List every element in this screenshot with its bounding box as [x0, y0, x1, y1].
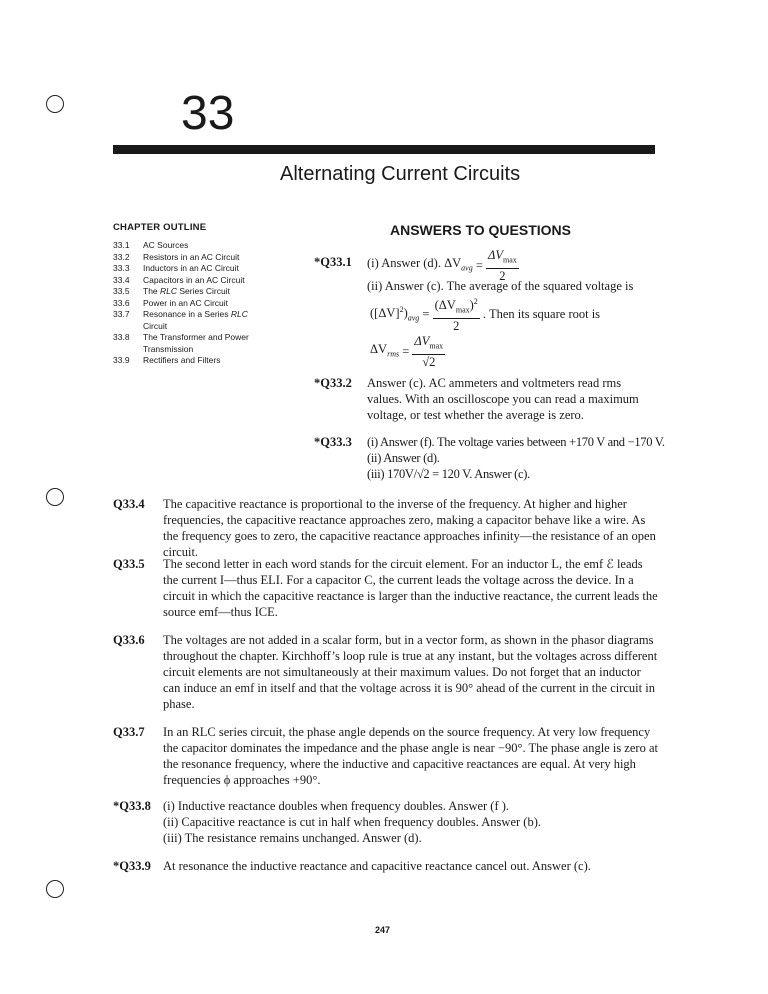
question-block	[113, 632, 658, 712]
binder-hole-middle	[46, 488, 64, 506]
chapter-title: Alternating Current Circuits	[280, 163, 521, 185]
outline-item-title: Capacitors in an AC Circuit	[143, 274, 245, 285]
chapter-outline	[113, 240, 273, 367]
outline-item-title: Rectifiers and Filters	[143, 355, 221, 365]
answers-heading: ANSWERS TO QUESTIONS	[390, 222, 571, 238]
outline-item-number: 33.2	[113, 251, 130, 262]
question-answer: The capacitive reactance is proportional to the inverse of the frequency. At higher and higher frequencies, the capacitive reactance approaches zero, making a capacitor behave like a wire. As the frequency goes to zero, the capacitive reactance approaches infinity—the resistance of an open circuit.	[163, 497, 656, 559]
chapter-rule	[113, 145, 655, 154]
q1-part-ii: (ii) Answer (c). The average of the squared voltage is	[367, 279, 634, 293]
outline-item	[113, 275, 273, 287]
outline-item-number: 33.7	[113, 309, 130, 319]
outline-item-number: 33.4	[113, 274, 130, 285]
outline-item	[113, 252, 273, 264]
fraction: $\frac{\Delta V_{max}}{2}$	[488, 248, 517, 283]
question-block	[113, 798, 658, 846]
outline-item-title: The RLC Series Circuit	[143, 286, 230, 296]
outline-item	[113, 298, 273, 310]
question-label: *Q33.1	[314, 255, 352, 269]
outline-item-number: 33.8	[113, 332, 130, 342]
question-label: Q33.4	[113, 497, 145, 511]
fraction: $\frac{\Delta V_{max}}{√2}$	[414, 334, 444, 369]
outline-item-title: The Transformer and Power Transmission	[143, 332, 249, 354]
question-block	[113, 496, 658, 560]
question-answer: At resonance the inductive reactance and capacitive reactance cancel out. Answer (c).	[163, 859, 591, 873]
question-block	[113, 724, 658, 788]
question-label: *Q33.8	[113, 799, 151, 813]
question-label: *Q33.9	[113, 859, 151, 873]
question-label: Q33.5	[113, 557, 145, 571]
outline-item-title: Inductors in an AC Circuit	[143, 263, 239, 273]
outline-item	[113, 309, 273, 332]
question-block	[113, 556, 658, 620]
outline-item-number: 33.5	[113, 286, 130, 296]
q1-rms-eq: $\Delta V_{rms}$ = $\frac{\Delta V_{max}}{√2}$	[370, 334, 444, 369]
outline-item-title: Power in an AC Circuit	[143, 297, 229, 308]
question-answer: In an RLC series circuit, the phase angle depends on the source frequency. At very low frequency the capacitor dominates the impedance and the phase angle is near −90°. The phase angle is zero at the resonance frequency, where the inductive and capacitive reactances are equal. At very high frequencies ϕ approaches +90°.	[163, 725, 658, 787]
question-label: Q33.7	[113, 725, 145, 739]
question-label: *Q33.3	[314, 435, 352, 449]
outline-item-number: 33.9	[113, 355, 130, 365]
outline-item-number: 33.1	[113, 240, 130, 250]
question-answer: The second letter in each word stands for the circuit element. For an inductor L, the emf ℰ leads the current I—thus ELI. For a capacitor C, the current leads the voltage across the device. In a circuit in which the capacitive reactance is larger than the inductive reactance, the current leads the source emf—thus ICE.	[163, 557, 658, 619]
outline-item	[113, 240, 273, 252]
question-label: *Q33.2	[314, 376, 352, 390]
q1-squared-eq: $([\Delta V]^2)_{avg}$ = $\frac{(\Delta V_{max})^2}{2}$ . Then its square root is	[370, 297, 601, 333]
question-label: Q33.6	[113, 633, 145, 647]
outline-item-title: Resistors in an AC Circuit	[143, 251, 240, 262]
binder-hole-top	[46, 95, 64, 113]
outline-item	[113, 286, 273, 298]
question-block	[113, 858, 658, 874]
page-number: 247	[375, 925, 391, 935]
q1-part-i: (i) Answer (d). $\Delta V_{avg}$ = $\frac{\Delta V_{max}}{2}$	[367, 248, 517, 283]
outline-item-number: 33.3	[113, 263, 130, 273]
question-answer: (i) Inductive reactance doubles when frequency doubles. Answer (f ). (ii) Capacitive reactance is cut in half when frequency doubles. Answer (b). (iii) The resistance remains unchanged. Answer (d).	[163, 799, 541, 845]
outline-item	[113, 355, 273, 367]
outline-item	[113, 332, 273, 355]
outline-heading: CHAPTER OUTLINE	[113, 222, 207, 233]
fraction: $\frac{(\Delta V_{max})^2}{2}$	[434, 297, 478, 333]
q3-answer: (i) Answer (f). The voltage varies between +170 V and −170 V. (ii) Answer (d). (iii) 170V/√2 = 120 V. Answer (c).	[367, 435, 665, 481]
chapter-number: 33	[181, 87, 235, 140]
q2-answer: Answer (c). AC ammeters and voltmeters read rms values. With an oscilloscope you can read a maximum voltage, or test whether the average is zero.	[367, 376, 639, 422]
outline-item-title: Resonance in a Series RLC Circuit	[143, 309, 248, 331]
outline-item-number: 33.6	[113, 297, 130, 308]
outline-item-title: AC Sources	[143, 240, 189, 250]
question-answer: The voltages are not added in a scalar form, but in a vector form, as shown in the phasor diagrams throughout the chapter. Kirchhoff’s loop rule is true at any instant, but the voltages across different circuit elements are not simultaneously at their maximum values. Do not forget that an inductor can induce an emf in itself and that the voltage across it is 90° ahead of the current in the circuit in phase.	[163, 633, 658, 711]
outline-item	[113, 263, 273, 275]
binder-hole-bottom	[46, 880, 64, 898]
